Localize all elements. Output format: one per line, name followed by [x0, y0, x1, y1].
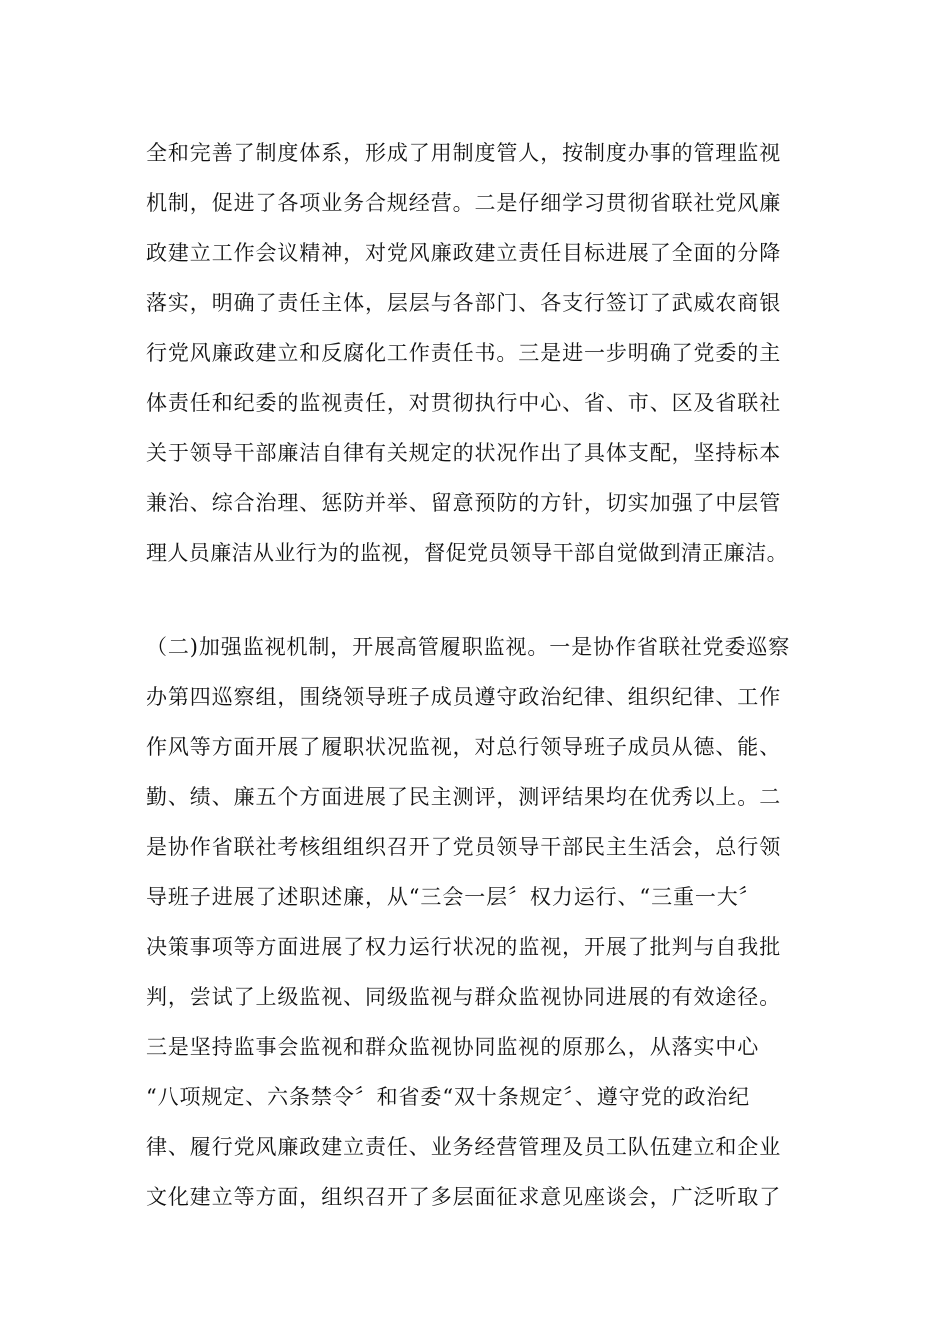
- paragraph-2-line-7: 决策事项等方面进展了权力运行状况的监视，开展了批判与自我批: [146, 935, 782, 959]
- paragraph-2-line-5: 是协作省联社考核组组织召开了党员领导干部民主生活会，总行领: [146, 835, 782, 859]
- paragraph-2-line-1: （二)加强监视机制，开展高管履职监视。一是协作省联社党委巡察: [146, 635, 791, 659]
- paragraph-2-line-11: 律、履行党风廉政建立责任、业务经营管理及员工队伍建立和企业: [146, 1135, 782, 1159]
- paragraph-2-line-12: 文化建立等方面，组织召开了多层面征求意见座谈会，广泛听取了: [146, 1185, 782, 1209]
- paragraph-2-line-9: 三是坚持监事会监视和群众监视协同监视的原那么，从落实中心: [146, 1035, 760, 1059]
- paragraph-1-line-6: 体责任和纪委的监视责任，对贯彻执行中心、省、市、区及省联社: [146, 391, 782, 415]
- paragraph-1-line-8: 兼治、综合治理、惩防并举、留意预防的方针，切实加强了中层管: [146, 491, 782, 515]
- paragraph-1-line-2: 机制，促进了各项业务合规经营。二是仔细学习贯彻省联社党风廉: [146, 191, 782, 215]
- paragraph-2-line-10: “八项规定、六条禁令〞和省委“双十条规定〞、遵守党的政治纪: [146, 1085, 751, 1109]
- paragraph-1-line-3: 政建立工作会议精神，对党风廉政建立责任目标进展了全面的分降: [146, 241, 782, 265]
- paragraph-1-line-5: 行党风廉政建立和反腐化工作责任书。三是进一步明确了党委的主: [146, 341, 782, 365]
- paragraph-2-line-2: 办第四巡察组，围绕领导班子成员遵守政治纪律、组织纪律、工作: [146, 685, 782, 709]
- paragraph-2-line-8: 判，尝试了上级监视、同级监视与群众监视协同进展的有效途径。: [146, 985, 782, 1009]
- paragraph-2-line-3: 作风等方面开展了履职状况监视，对总行领导班子成员从德、能、: [146, 735, 782, 759]
- paragraph-2-line-6: 导班子进展了述职述廉，从“三会一层〞权力运行、“三重一大〞: [146, 885, 761, 909]
- paragraph-1-line-4: 落实，明确了责任主体，层层与各部门、各支行签订了武威农商银: [146, 291, 782, 315]
- paragraph-1-line-7: 关于领导干部廉洁自律有关规定的状况作出了具体支配，坚持标本: [146, 441, 782, 465]
- paragraph-1-line-9: 理人员廉洁从业行为的监视，督促党员领导干部自觉做到清正廉洁。: [146, 541, 788, 565]
- paragraph-1-line-1: 全和完善了制度体系，形成了用制度管人，按制度办事的管理监视: [146, 141, 782, 165]
- paragraph-2-line-4: 勤、绩、廉五个方面进展了民主测评，测评结果均在优秀以上。二: [146, 785, 782, 809]
